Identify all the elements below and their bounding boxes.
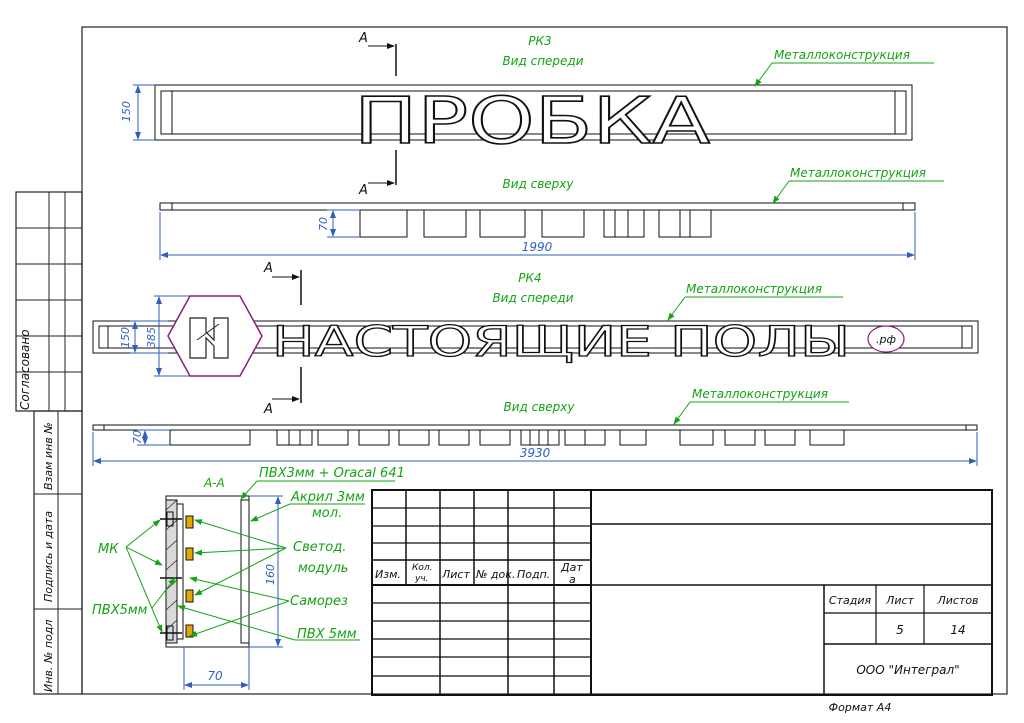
section-title: А-А [204,476,225,490]
pk3-section-mark-bottom: А [359,183,368,198]
tb-col-izm: Изм. [375,568,401,581]
pk4-logo-suffix: .рф [876,333,896,346]
pk3-width-dim: 1990 [521,240,553,254]
pk4-top-view-label: Вид сверху [503,400,575,414]
pk4-front-view-label: Вид спереди [492,291,574,305]
pk3-depth-dimension [327,210,360,237]
pk3-top-view-label: Вид сверху [502,177,574,191]
pk3-title: РК3 [528,34,552,48]
section-height-dim: 160 [264,564,277,585]
section-width-dim: 70 [207,669,223,683]
pk3-top-leader [773,181,944,203]
pk3-front-view-label: Вид спереди [502,54,584,68]
pk4-top-view [93,425,977,445]
section-drawing [160,496,249,647]
section-acrylic-label-2: мол. [312,506,343,521]
section-acrylic-label-1: Акрил 3мм [291,490,365,505]
pk3-depth-dim: 70 [317,217,330,231]
pk4-front-frame-label: Металлоконструкция [686,282,822,296]
pk4-sign-letters: НАСТОЯЩИЕ ПОЛЫ [272,317,850,366]
pk3-front-leader [755,63,934,86]
section-mk-label: МК [98,542,119,557]
section-led-label-1: Светод. [293,540,347,555]
tb-col-date-1: Дат [561,561,583,574]
pk4-section-mark-bottom: А [264,402,273,417]
label-inv-replace: Взам инв № [42,422,55,490]
pk3-height-dimension [133,85,155,140]
section-pvc5-right-label: ПВХ 5мм [297,627,357,642]
tb-stage-label: Стадия [828,594,872,607]
pk3-front-frame-label: Металлоконструкция [774,48,910,62]
label-sign-date: Подпись и дата [42,510,55,602]
tb-col-doc: № док. [476,568,516,581]
pk4-depth-dim: 70 [131,430,144,444]
tb-col-kol-2: уч. [415,574,429,584]
pk4-top-leader [674,402,849,424]
label-inv-orig: Инв. № подл [42,619,55,692]
pk3-section-mark-top: А [359,31,368,46]
tb-sheet-value: 5 [896,623,904,637]
pk4-height-dim: 150 [119,327,132,348]
tb-sheets-label: Листов [937,594,979,607]
pk4-top-frame-label: Металлоконструкция [692,387,828,401]
section-pvc3-label: ПВХ3мм + Oracal 641 [259,466,405,481]
pk4-section-mark-top: А [264,261,273,276]
pk4-logo-dim: 385 [145,327,158,348]
section-pvc5-left-label: ПВХ5мм [92,603,148,618]
pk3-sign-letters: ПРОБКА [354,85,711,159]
tb-format: Формат А4 [828,701,892,714]
tb-company: ООО "Интеграл" [856,663,960,677]
tb-col-kol-1: Кол. [412,563,433,573]
pk4-width-dim: 3930 [519,446,551,460]
pk3-top-frame-label: Металлоконструкция [790,166,926,180]
tb-col-sign: Подп. [517,568,551,581]
tb-col-date-2: а [569,573,576,586]
tb-col-list: Лист [442,568,470,581]
section-screw-label: Саморез [290,594,348,609]
pk4-title: РК4 [518,271,542,285]
section-led-label-2: модуль [298,561,349,576]
tb-sheet-label: Лист [886,594,914,607]
pk3-height-dim: 150 [120,101,133,122]
pk3-top-view [160,203,915,237]
tb-sheets-value: 14 [950,623,966,637]
label-agreed: Согласовано [18,329,32,410]
pk4-logo [168,296,262,376]
